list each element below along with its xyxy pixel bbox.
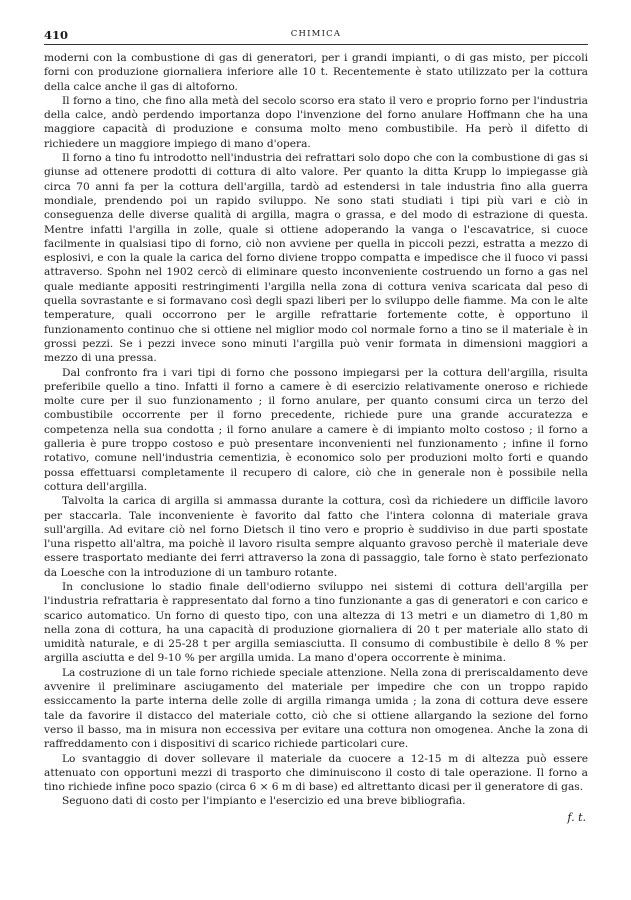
paragraph: In conclusione lo stadio finale dell'odierno sviluppo nei sistemi di cottura dell'argilla per l'industria refrattaria è rappresentato dal forno a tino funzionante a gas di generatori e con carico e scarico automatico. Un forno di questo tipo, con una altezza di 13 metri e un diametro di 1,80 m nella zona di cottura, ha una capacità di produzione giornaliera di 20 t per materiale allo stato di umidità naturale, e di 25-28 t per argilla semiasciutta. Il consumo di combustibile è dello 8 % per argilla asciutta e del 9-10 % per argilla umida. La mano d'opera occorrente è minima. (44, 580, 588, 665)
paragraph: La costruzione di un tale forno richiede speciale attenzione. Nella zona di preriscaldamento deve avvenire il preliminare asciugamento del materiale per impedire che con un troppo rapido essiccamento la parte interna delle zolle di argilla rimanga umida ; la zona di cottura deve essere tale da favorire il distacco del materiale cotto, ciò che si ottiene allargando la sezione del forno verso il basso, ma in misura non eccessiva per evitare una cottura non omogenea. Anche la zona di raffreddamento con i dispositivi di scarico richiede particolari cure. (44, 666, 588, 751)
paragraph: Dal confronto fra i vari tipi di forno che possono impiegarsi per la cottura dell'argilla, risulta preferibile quello a tino. Infatti il forno a camere è di esercizio relativamente oneroso e richiede molte cure per il suo funzionamento ; il forno anulare, per quanto consumi circa un terzo del combustibile occorrente per il forno precedente, richiede pure una grande accuratezza e competenza nella sua condotta ; il forno anulare a camere è di impianto molto costoso ; il forno a galleria è pure troppo costoso e può presentare inconvenienti nel funzionamento ; infine il forno rotativo, comune nell'industria cementizia, è economico solo per produzioni molto forti e quando possa effettuarsi completamente il recupero di calore, ciò che in generale non è possibile nella cottura dell'argilla. (44, 366, 588, 493)
paragraph: Lo svantaggio di dover sollevare il materiale da cuocere a 12-15 m di altezza può essere attenuato con opportuni mezzi di trasporto che diminuiscono il costo di tale operazione. Il forno a tino richiede infine poco spazio (circa 6 × 6 m di base) ed altrettanto dicasi per il generatore di gas. (44, 752, 588, 794)
body-text (44, 51, 588, 809)
paragraph: Seguono dati di costo per l'impianto e l'esercizio ed una breve bibliografia. (62, 795, 466, 808)
paragraph: Talvolta la carica di argilla si ammassa durante la cottura, così da richiedere un difficile lavoro per staccarla. Tale inconveniente è favorito dal fatto che l'intera colonna di materiale grava sull'argilla. Ad evitare ciò nel forno Dietsch il tino vero e proprio è suddiviso in due parti spostate l'una rispetto all'altra, ma poichè il lavoro risulta sempre alquanto gravoso perchè il materiale deve essere trasportato mediante dei ferri attraverso la zona di passaggio, tale forno è stato perfezionato da Loesche con la introduzione di un tamburo rotante. (44, 495, 588, 579)
paragraph: Il forno a tino, che fino alla metà del secolo scorso era stato il vero e proprio forno per l'industria della calce, andò perdendo importanza dopo l'invenzione del forno anulare Hoffmann che ha una maggiore capacità di produzione e consuma molto meno combustibile. Ha però il difetto di richiedere un maggiore impiego di mano d'opera. (44, 94, 588, 150)
paragraph: moderni con la combustione di gas di generatori, per i grandi impianti, o di gas misto, per piccoli forni con produzione giornaliera inferiore alle 10 t. Recentemente è stato utilizzato per la cottura della calce anche il gas di altoforno. (44, 52, 588, 93)
running-title: CHIMICA (290, 29, 342, 39)
page-number: 410 (44, 28, 69, 42)
running-head (44, 28, 588, 45)
paragraph: Il forno a tino fu introdotto nell'industria dei refrattari solo dopo che con la combustione di gas si giunse ad ottenere prodotti di cottura di alto valore. Per quanto la ditta Krupp lo impiegasse già circa 70 anni fa per la cottura dell'argilla, tardò ad estendersi in tale industria fino alla guerra mondiale, prendendo poi un rapido sviluppo. Ne sono stati studiati i tipi più vari e ciò in conseguenza delle diverse qualità di argilla, magra o grassa, e del modo di estrazione di questa. Mentre infatti l'argilla in zolle, quale si ottiene adoperando la vanga o l'escavatrice, si cuoce facilmente in qualsiasi tipo di forno, ciò non avviene per quella in piccoli pezzi, estratta a mezzo di esplosivi, e con la quale la carica del forno diviene troppo compatta e impedisce che il fuoco vi passi attraverso. Spohn nel 1902 cercò di eliminare questo inconveniente costruendo un forno a gas nel quale mediante appositi restringimenti l'argilla nella zona di cottura veniva scaricata dal peso di quella sovrastante e si formavano così degli spazi liberi per lo sviluppo delle fiamme. Ma con le alte temperature, quali occorrono per le argille refrattarie fortemente cotte, è opportuno il funzionamento continuo che si ottiene nel miglior modo col normale forno a tino se il materiale è in grossi pezzi. Se i pezzi invece sono minuti l'argilla può venir formata in dimensioni maggiori a mezzo di una pressa. (44, 152, 588, 365)
author-initials: f. t. (567, 810, 586, 824)
